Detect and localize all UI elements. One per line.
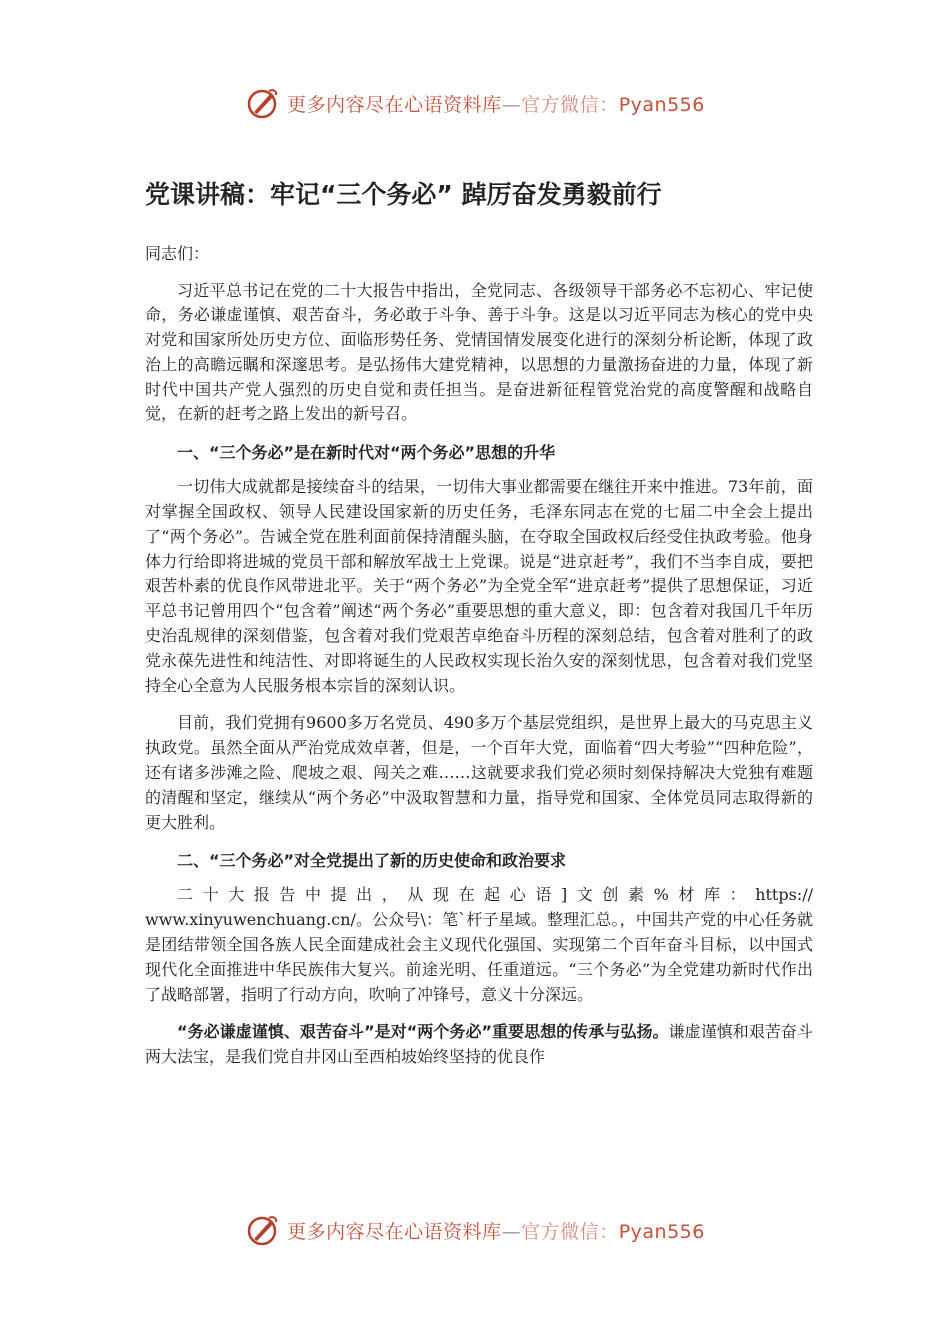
footer-banner-text: 更多内容尽在心语资料库—官方微信：Pyan556 xyxy=(287,1220,705,1243)
section1-paragraph-1: 一切伟大成就都是接续奋斗的结果，一切伟大事业都需要在继往开来中推进。73年前，面对掌握全国政权、领导人民建设国家新的历史任务，毛泽东同志在党的七届二中全会上提出了“两个务必”。告诫全党在胜利面前保持清醒头脑，在夺取全国政权后经受住执政考验。他身体力行给即将进城的党员干部和解放军战士上党课。说是“进京赶考”，我们不当李自成，要把艰苦朴素的优良作风带进北平。关于“两个务必”为全党全军“进京赶考”提供了思想保证，习近平总书记曾用四个“包含着”阐述“两个务必”重要思想的重大意义，即：包含着对我国几千年历史治乱规律的深刻借鉴，包含着对我们党艰苦卓绝奋斗历程的深刻总结，包含着对胜利了的政党永葆先进性和纯洁性、对即将诞生的人民政权实现长治久安的深刻忧思，包含着对我们党坚持全心全意为人民服务根本宗旨的深刻认识。 xyxy=(145,477,813,695)
section2-paragraph-1-line1: 二十大报告中提出，从现在起心语]文创素%材库：https:// xyxy=(177,885,813,905)
header-banner xyxy=(0,83,950,123)
section2-paragraph-1-rest: www.xinyuwenchuang.cn/。公众号\：笔`杆子星域。整理汇总。，中国共产党的中心任务就是团结带领全国各族人民全面建成社会主义现代化强国、实现第二个百年奋斗目标，以中国式现代化全面推进中华民族伟大复兴。前途光明、任重道远。“三个务必”为全党建功新时代作出了战略部署，指明了行动方向，吹响了冲锋号，意义十分深远。 xyxy=(145,910,813,1004)
section2-paragraph-1 xyxy=(145,883,813,1007)
section1-paragraph-2: 目前，我们党拥有9600多万名党员、490多万个基层党组织，是世界上最大的马克思主义执政党。虽然全面从严治党成效卓著，但是，一个百年大党，面临着“四大考验”“四种危险”，还有诸多涉滩之险、爬坡之艰、闯关之难……这就要求我们党必须时刻保持解决大党独有难题的清醒和坚定，继续从“两个务必”中汲取智慧和力量，指导党和国家、全体党员同志取得新的更大胜利。 xyxy=(145,713,813,832)
quill-logo-icon xyxy=(245,85,281,121)
footer-banner xyxy=(0,1210,950,1250)
section1-heading: 一、“三个务必”是在新时代对“两个务必”思想的升华 xyxy=(177,443,556,463)
section2-heading: 二、“三个务必”对全党提出了新的历史使命和政治要求 xyxy=(177,851,567,871)
section2-paragraph-2-body: 谦虚谨慎和艰苦奋斗两大法宝，是我们党自井冈山至西柏坡始终坚持的优良作 xyxy=(145,1022,813,1067)
section2-paragraph-2 xyxy=(145,1020,813,1070)
intro-paragraph: 习近平总书记在党的二十大报告中指出，全党同志、各级领导干部务必不忘初心、牢记使命，务必谦虚谨慎、艰苦奋斗，务必敢于斗争、善于斗争。这是以习近平同志为核心的党中央对党和国家所处历史方位、面临形势任务、党情国情发展变化进行的深刻分析论断，体现了政治上的高瞻远瞩和深邃思考。是弘扬伟大建党精神，以思想的力量激扬奋进的力量，体现了新时代中国共产党人强烈的历史自觉和责任担当。是奋进新征程管党治党的高度警醒和战略自觉，在新的赶考之路上发出的新号召。 xyxy=(145,280,813,424)
quill-logo-icon xyxy=(245,1212,281,1248)
header-banner-text: 更多内容尽在心语资料库—官方微信：Pyan556 xyxy=(287,93,705,116)
section2-paragraph-2-lead: “务必谦虚谨慎、艰苦奋斗”是对“两个务必”重要思想的传承与弘扬。 xyxy=(177,1022,669,1042)
greeting: 同志们： xyxy=(145,244,210,263)
document-page xyxy=(145,170,813,1083)
document-title: 党课讲稿：牢记“三个务必” 踔厉奋发勇毅前行 xyxy=(145,180,662,209)
